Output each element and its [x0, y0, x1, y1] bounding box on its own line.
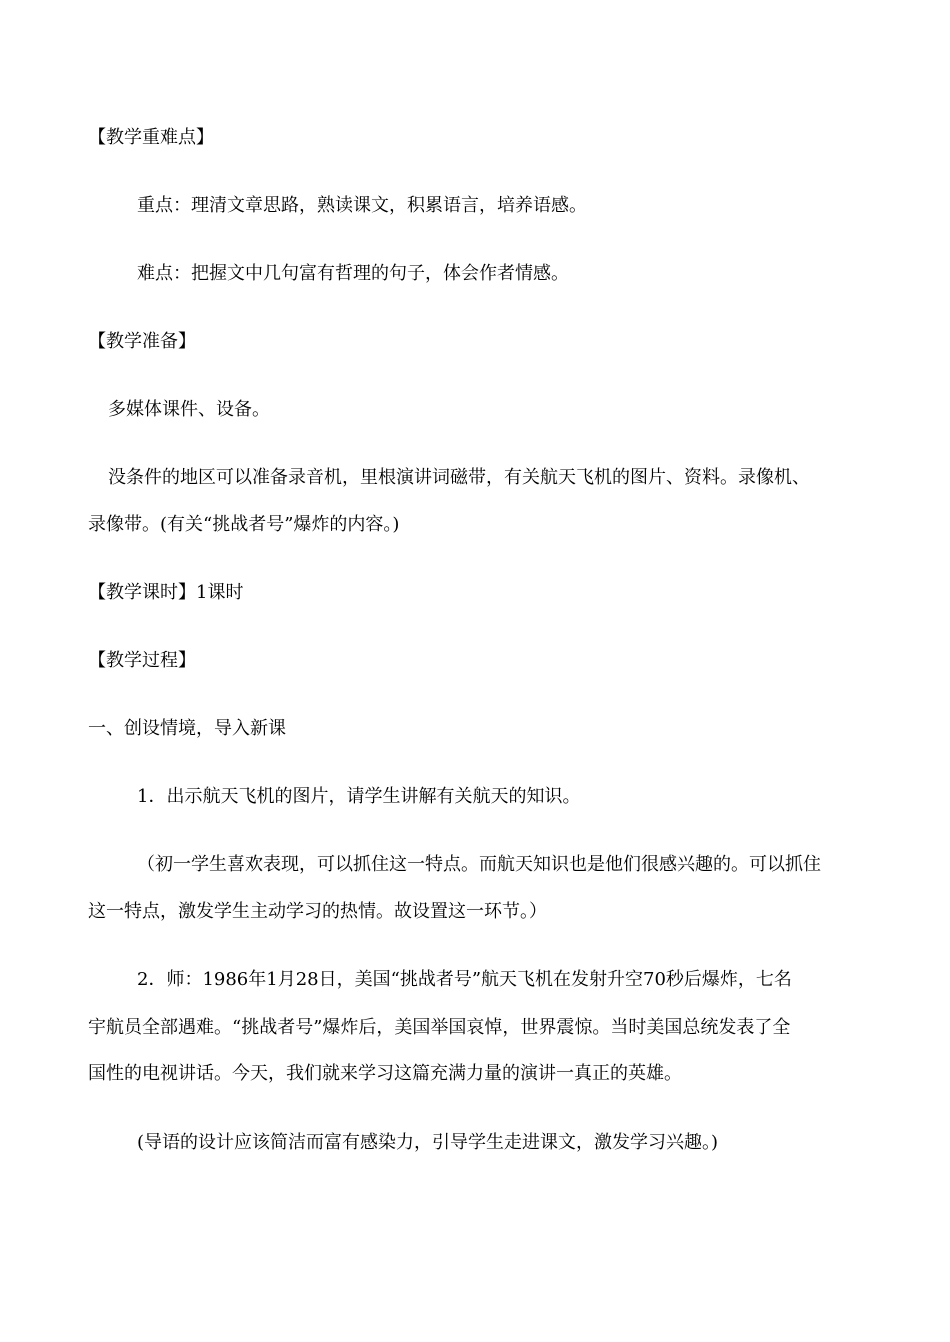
note-1-line-1: （初一学生喜欢表现，可以抓住这一特点。而航天知识也是他们很感兴趣的。可以抓住 [137, 854, 821, 875]
preparation-item-multimedia: 多媒体课件、设备。 [108, 399, 270, 420]
heading-teaching-hours: 【教学课时】1课时 [88, 582, 244, 603]
preparation-item-materials-line-1: 没条件的地区可以准备录音机，里根演讲词磁带，有关航天飞机的图片、资料。录像机、 [108, 467, 810, 488]
note-1-line-2: 这一特点，激发学生主动学习的热情。故设置这一环节。） [88, 901, 547, 922]
heading-teaching-difficulty: 【教学重难点】 [88, 127, 214, 148]
step-2-line-3: 国性的电视讲话。今天，我们就来学习这篇充满力量的演讲一真正的英雄。 [88, 1063, 682, 1084]
heading-teaching-process: 【教学过程】 [88, 650, 196, 671]
step-2-line-1: 2．师：1986年1月28日，美国“挑战者号”航天飞机在发射升空70秒后爆炸，七名 [137, 969, 792, 990]
step-2-line-2: 宇航员全部遇难。“挑战者号”爆炸后，美国举国哀悼，世界震惊。当时美国总统发表了全 [88, 1017, 791, 1038]
difficult-point-text: 难点：把握文中几句富有哲理的句子，体会作者情感。 [137, 263, 569, 284]
heading-teaching-preparation: 【教学准备】 [88, 331, 196, 352]
section-heading-introduction: 一、创设情境，导入新课 [88, 718, 286, 739]
step-1-text: 1．出示航天飞机的图片，请学生讲解有关航天的知识。 [137, 786, 581, 807]
key-point-text: 重点：理清文章思路，熟读课文，积累语言，培养语感。 [137, 195, 587, 216]
note-2-text: (导语的设计应该简洁而富有感染力，引导学生走进课文，激发学习兴趣。) [137, 1132, 719, 1153]
preparation-item-materials-line-2: 录像带。(有关“挑战者号”爆炸的内容。) [88, 514, 400, 535]
